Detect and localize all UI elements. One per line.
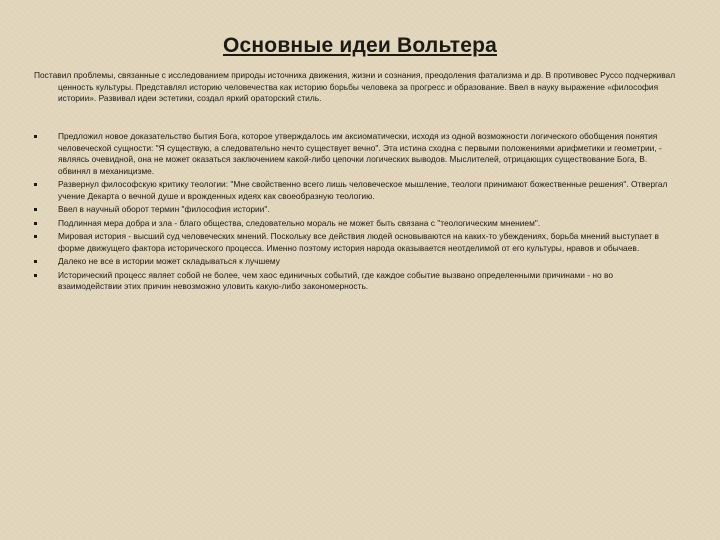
intro-paragraph: Поставил проблемы, связанные с исследованием природы источника движения, жизни и сознания, преодоления фатализма и др. В противовес Руссо подчеркивал ценность культуры. Представлял историю человечества как историю борьбы человека за прогресс и образование. Ввел в науку выражение «философия истории». Развивал идеи эстетики, создал яркий ораторский стиль. xyxy=(34,70,676,103)
bullet-text: Развернул философскую критику теологии: "Мне свойственно всего лишь человеческое мышление, теологи принимают божественные решения". Отвергал учение Декарта о вечной душе и врожденных идеях как своеобразную теологию. xyxy=(58,179,668,201)
bullet-icon xyxy=(34,260,37,263)
bullet-item xyxy=(34,218,674,230)
bullet-icon xyxy=(34,274,37,277)
bullet-icon xyxy=(34,235,37,238)
bullet-icon xyxy=(34,222,37,225)
bullet-list xyxy=(34,122,674,295)
bullet-item xyxy=(34,256,674,268)
bullet-icon xyxy=(34,183,37,186)
bullet-text: Предложил новое доказательство бытия Бога, которое утверждалось им аксиоматически, исходя из одной возможности логического обобщения понятия человеческой сущности: "Я существую, а следовательно нечто существует вечно". Эта истина сходна с первыми положениями арифметики и геометрии, - являясь очевидной, она не может оказаться заключением какой-либо цепочки логических выводов. Мыслителей, отрицающих существование Бога, В. обвинял в механицизме. xyxy=(58,131,662,176)
bullet-icon xyxy=(34,135,37,138)
slide-title: Основные идеи Вольтера xyxy=(223,34,497,57)
bullet-item xyxy=(34,131,674,177)
bullet-text: Далеко не все в истории может складываться к лучшему xyxy=(58,256,280,266)
bullet-text: Исторический процесс являет собой не более, чем хаос единичных событий, где каждое событие вызвано определенными причинами - но во взаимодействии этих причин невозможно уловить какую-либо закономерность. xyxy=(58,269,614,291)
bullet-item xyxy=(34,179,674,202)
bullet-item xyxy=(34,231,674,254)
bullet-text: Мировая история - высший суд человеческих мнений. Поскольку все действия людей основываются на каких-то убеждениях, борьба мнений выступает в форме движущего фактора исторического процесса. Именно поэтому история народа оказывается неотделимой от его культуры, нравов и обычаев. xyxy=(58,231,659,253)
bullet-text: Ввел в научный оборот термин "философия истории". xyxy=(58,204,270,214)
bullet-item xyxy=(34,270,674,293)
bullet-icon xyxy=(34,208,37,211)
bullet-text: Подлинная мера добра и зла - благо общества, следовательно мораль не может быть связана с "теологическим мнением". xyxy=(58,217,541,228)
bullet-item xyxy=(34,204,674,216)
